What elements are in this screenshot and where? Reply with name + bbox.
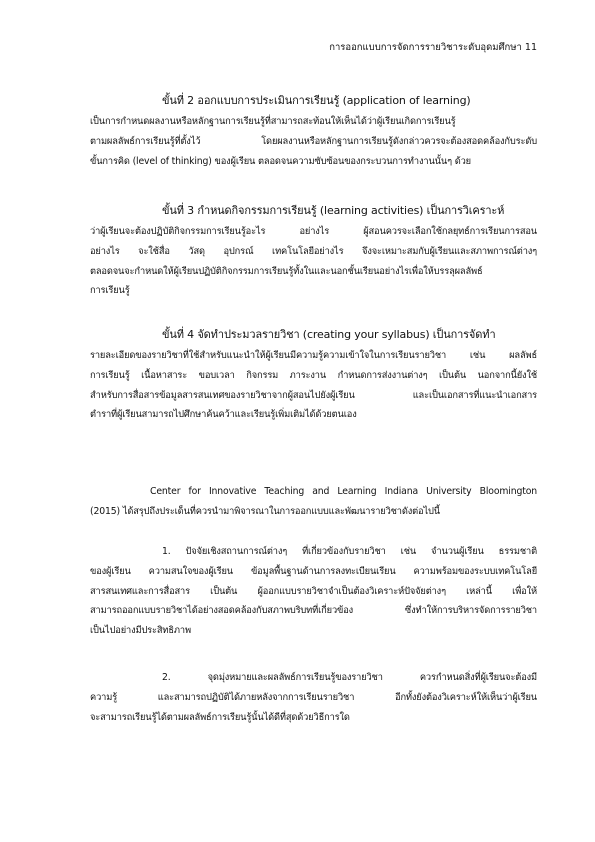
step3-title: ขั้นที่ 3 กำหนดกิจกรรมการเรียนรู้ (learning activities) เป็นการวิเคราะห์ bbox=[162, 204, 505, 217]
step2-title: ขั้นที่ 2 ออกแบบการประเมินการเรียนรู้ (application of learning) bbox=[162, 94, 471, 107]
step3-section bbox=[90, 200, 537, 301]
step2-line: เป็นการกำหนดผลงานหรือหลักฐานการเรียนรู้ที่สามารถสะท้อนให้เห็นได้ว่าผู้เรียนเกิดการเรียนรู้ bbox=[90, 116, 456, 127]
item2-line: ความรู้ และสามารถปฏิบัติได้ภายหลังจากการเรียนรายวิชา อีกทั้งยังต้องวิเคราะห์ให้เห็นว่าผู้เรียน bbox=[90, 691, 537, 703]
center-line: (2015) ได้สรุปถึงประเด็นที่ควรนำมาพิจารณาในการออกแบบและพัฒนารายวิชาดังต่อไปนี้ bbox=[90, 505, 440, 517]
item2-paragraph bbox=[90, 668, 537, 727]
item1-line: สามารถออกแบบรายวิชาได้อย่างสอดคล้องกับสภาพบริบทที่เกี่ยวข้อง ซึ่งทำให้การบริหารจัดการรายวิชา bbox=[90, 605, 537, 617]
step3-line: การเรียนรู้ bbox=[90, 285, 130, 297]
item1-line: 1. ปัจจัยเชิงสถานการณ์ต่างๆ ที่เกี่ยวข้องกับรายวิชา เช่น จำนวนผู้เรียน ธรรมชาติ bbox=[162, 546, 537, 557]
step4-title: ขั้นที่ 4 จัดทำประมวลรายวิชา (creating your syllabus) เป็นการจัดทำ bbox=[162, 328, 496, 341]
center-line: Center for Innovative Teaching and Learning Indiana University Bloomington bbox=[150, 486, 537, 497]
item2-line: จะสามารถเรียนรู้ได้ตามผลลัพธ์การเรียนรู้นั้นได้ดีที่สุดด้วยวิธีการใด bbox=[90, 711, 350, 723]
step3-line: ว่าผู้เรียนจะต้องปฏิบัติกิจกรรมการเรียนรู้อะไร อย่างไร ผู้สอนควรจะเลือกใช้กลยุทธ์การเรียนการสอน bbox=[90, 226, 537, 237]
item1-line: เป็นไปอย่างมีประสิทธิภาพ bbox=[90, 625, 191, 637]
item1-line: สารสนเทศและการสื่อสาร เป็นต้น ผู้ออกแบบรายวิชาจำเป็นต้องวิเคราะห์ปัจจัยต่างๆ เหล่านี้ เพื่อให้ bbox=[90, 585, 537, 597]
center-paragraph bbox=[90, 482, 537, 522]
step2-line: ตามผลลัพธ์การเรียนรู้ที่ตั้งไว้ โดยผลงานหรือหลักฐานการเรียนรู้ดังกล่าวควรจะต้องสอดคล้องกับระดับ bbox=[90, 135, 537, 147]
page-header: การออกแบบการจัดการรายวิชาระดับอุดมศึกษา 11 bbox=[329, 42, 537, 53]
item1-paragraph bbox=[90, 542, 537, 641]
step2-section bbox=[90, 90, 537, 171]
step3-line: ตลอดจนจะกำหนดให้ผู้เรียนปฏิบัติกิจกรรมการเรียนรู้ทั้งในและนอกชั้นเรียนอย่างไรเพื่อให้บรรลุผลลัพธ์ bbox=[90, 265, 483, 277]
step4-line: การเรียนรู้ เนื้อหาสาระ ขอบเวลา กิจกรรม ภาระงาน กำหนดการส่งงานต่างๆ เป็นต้น นอกจากนี้ยังใช้ bbox=[90, 369, 537, 381]
item2-line: 2. จุดมุ่งหมายและผลลัพธ์การเรียนรู้ของรายวิชา ควรกำหนดสิ่งที่ผู้เรียนจะต้องมี bbox=[162, 672, 537, 683]
step3-line: อย่างไร จะใช้สื่อ วัสดุ อุปกรณ์ เทคโนโลยีอย่างไร จึงจะเหมาะสมกับผู้เรียนและสภาพการณ์ต่างๆ bbox=[90, 245, 537, 257]
step4-line: สำหรับการสื่อสารข้อมูลสารสนเทศของรายวิชาจากผู้สอนไปยังผู้เรียน และเป็นเอกสารที่แนะนำเอกสาร bbox=[90, 389, 537, 401]
step4-line: รายละเอียดของรายวิชาที่ใช้สำหรับแนะนำให้ผู้เรียนมีความรู้ความเข้าใจในการเรียนรายวิชา เช่น ผลลัพธ์ bbox=[90, 350, 537, 361]
step4-line: ตำราที่ผู้เรียนสามารถไปศึกษาค้นคว้าและเรียนรู้เพิ่มเติมได้ด้วยตนเอง bbox=[90, 409, 357, 421]
step2-line: ขั้นการคิด (level of thinking) ของผู้เรียน ตลอดจนความซับซ้อนของกระบวนการทำงานนั้นๆ ด้วย bbox=[90, 155, 471, 167]
step4-section bbox=[90, 324, 537, 425]
item1-line: ของผู้เรียน ความสนใจของผู้เรียน ข้อมูลพื้นฐานด้านการลงทะเบียนเรียน ความพร้อมของระบบเทคโนโลยี bbox=[90, 565, 537, 577]
